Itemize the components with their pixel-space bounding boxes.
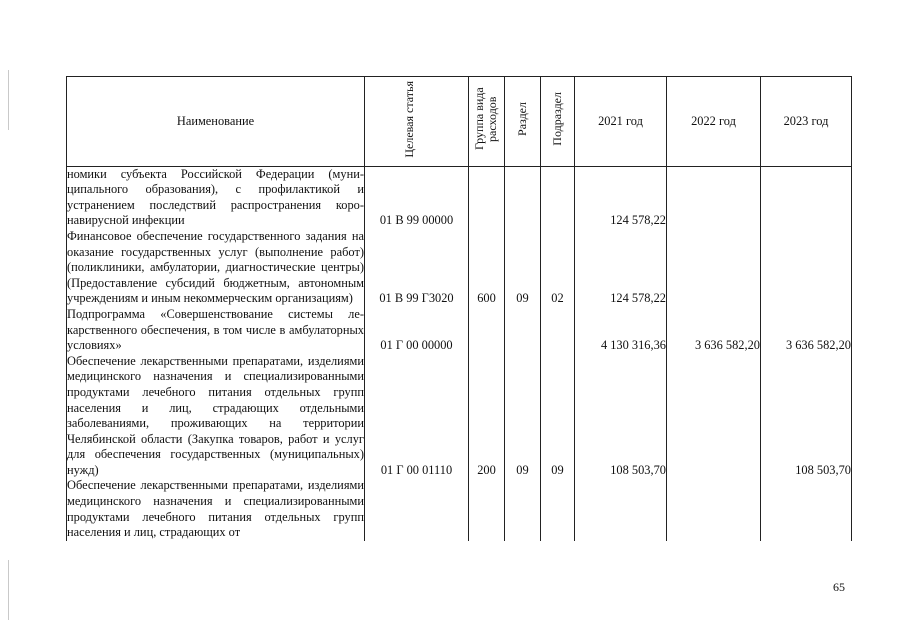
table-row [67,166,852,229]
row-subsection [541,166,575,229]
table-row [67,354,852,479]
row-name: номики субъекта Российской Федерации (муниципального образования), с профилактикой и устранением последствий распространения коронавирусной инфекции [67,166,364,228]
row-2023 [761,166,852,229]
row-target-article [365,478,469,540]
row-2022: 3 636 582,20 [667,307,761,354]
row-2022 [667,229,761,307]
scan-edge-mark [8,70,9,130]
row-target-article: 01 Г 00 01110 [365,354,469,479]
table-row [67,307,852,354]
table-row [67,478,852,540]
row-expense-group [469,307,505,354]
row-subsection [541,478,575,540]
row-2021 [575,478,667,540]
row-expense-group: 200 [469,354,505,479]
row-subsection [541,307,575,354]
row-expense-group [469,166,505,229]
row-target-article: 01 В 99 00000 [365,166,469,229]
row-subsection: 02 [541,229,575,307]
row-section [505,478,541,540]
row-2022 [667,166,761,229]
page-number: 65 [833,580,845,594]
row-2023: 108 503,70 [761,354,852,479]
row-2021: 108 503,70 [575,354,667,479]
row-2021: 124 578,22 [575,229,667,307]
header-subsection: Подраздел [541,77,575,167]
row-target-article: 01 Г 00 00000 [365,307,469,354]
header-section: Раздел [505,77,541,167]
header-2021: 2021 год [575,77,667,167]
header-target-article: Целевая статья [365,77,469,167]
row-name: Подпрограмма «Совершенствование системы лекарственного обеспечения, в том числе в амбулаторных условиях» [67,306,364,353]
row-2022 [667,354,761,479]
row-2021: 4 130 316,36 [575,307,667,354]
row-name: Финансовое обеспечение государственного задания на оказание государственных услуг (выполнение работ) (поликлиники, амбулатории, диагностические центры) (Предоставление субсидий бюджетным, автономным учреждениям и иным некоммерческим организациям) [67,228,364,306]
row-name: Обеспечение лекарственными препаратами, изделиями медицинского назначения и специализированными продуктами лечебного питания отдельных групп населения и лиц, страдающих от [67,478,364,540]
row-2021: 124 578,22 [575,166,667,229]
row-subsection: 09 [541,354,575,479]
row-section [505,166,541,229]
header-name: Наименование [67,77,365,167]
scan-edge-mark [8,560,9,620]
row-expense-group [469,478,505,540]
row-expense-group: 600 [469,229,505,307]
header-2022: 2022 год [667,77,761,167]
row-target-article: 01 В 99 Г3020 [365,229,469,307]
row-2023 [761,229,852,307]
budget-table [66,76,852,541]
header-expense-group: Группа вида расходов [469,77,505,167]
row-section: 09 [505,229,541,307]
row-2023: 3 636 582,20 [761,307,852,354]
table-row [67,229,852,307]
table-header-row [67,77,852,167]
row-section [505,307,541,354]
row-name: Обеспечение лекарственными препаратами, изделиями медицинского назначения и специализированными продуктами лечебного питания отдельных групп населения и лиц, страдающих отдельными заболеваниями, проживающих на территории Челябинской области (Закупка товаров, работ и услуг для обеспечения государственных (муниципальных) нужд) [67,353,364,477]
row-2023 [761,478,852,540]
row-2022 [667,478,761,540]
header-2023: 2023 год [761,77,852,167]
row-section: 09 [505,354,541,479]
